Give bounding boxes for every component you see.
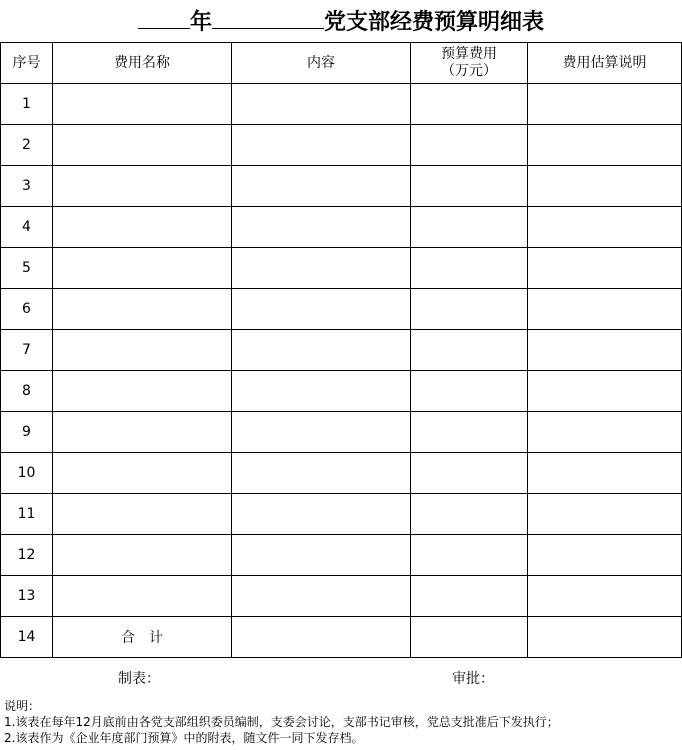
cell-name[interactable] <box>53 166 232 207</box>
cell-content[interactable] <box>232 125 411 166</box>
cell-note[interactable] <box>528 330 682 371</box>
total-label-text: 合计 <box>121 630 177 646</box>
cell-note[interactable] <box>528 576 682 617</box>
cell-name[interactable] <box>53 330 232 371</box>
header-name: 费用名称 <box>53 43 232 84</box>
cell-name[interactable] <box>53 84 232 125</box>
header-budget <box>411 43 528 84</box>
cell-name[interactable] <box>53 494 232 535</box>
cell-name[interactable] <box>53 412 232 453</box>
header-note: 费用估算说明 <box>528 43 682 84</box>
header-budget-line1: 预算费用 <box>441 46 497 62</box>
cell-content[interactable] <box>232 453 411 494</box>
table-row <box>1 289 682 330</box>
table-row <box>1 166 682 207</box>
cell-budget[interactable] <box>411 371 528 412</box>
cell-budget[interactable] <box>411 207 528 248</box>
cell-content[interactable] <box>232 84 411 125</box>
cell-budget[interactable] <box>411 535 528 576</box>
cell-content[interactable] <box>232 371 411 412</box>
title-main: 党支部经费预算明细表 <box>324 9 545 35</box>
row-index: 6 <box>1 289 53 330</box>
cell-note[interactable] <box>528 617 682 658</box>
document-title <box>0 6 682 38</box>
cell-name[interactable] <box>53 371 232 412</box>
table-header-row <box>1 43 682 84</box>
cell-budget[interactable] <box>411 166 528 207</box>
cell-budget[interactable] <box>411 248 528 289</box>
cell-budget[interactable] <box>411 576 528 617</box>
cell-content[interactable] <box>232 207 411 248</box>
total-label <box>53 617 232 658</box>
row-index: 13 <box>1 576 53 617</box>
cell-content[interactable] <box>232 617 411 658</box>
table-row <box>1 330 682 371</box>
row-index: 11 <box>1 494 53 535</box>
table-row <box>1 125 682 166</box>
cell-content[interactable] <box>232 330 411 371</box>
cell-content[interactable] <box>232 535 411 576</box>
cell-content[interactable] <box>232 166 411 207</box>
note-item: 2.该表作为《企业年度部门预算》中的附表，随文件一同下发存档。 <box>4 731 364 745</box>
row-index: 3 <box>1 166 53 207</box>
cell-name[interactable] <box>53 453 232 494</box>
cell-name[interactable] <box>53 207 232 248</box>
cell-content[interactable] <box>232 576 411 617</box>
row-index: 7 <box>1 330 53 371</box>
table-row <box>1 576 682 617</box>
table-row <box>1 494 682 535</box>
cell-note[interactable] <box>528 207 682 248</box>
row-index: 1 <box>1 84 53 125</box>
table-row <box>1 412 682 453</box>
cell-note[interactable] <box>528 84 682 125</box>
row-index: 9 <box>1 412 53 453</box>
cell-note[interactable] <box>528 412 682 453</box>
table-row <box>1 535 682 576</box>
cell-name[interactable] <box>53 289 232 330</box>
table-row <box>1 453 682 494</box>
cell-note[interactable] <box>528 453 682 494</box>
approver-label: 审批： <box>452 671 494 687</box>
total-row <box>1 617 682 658</box>
cell-note[interactable] <box>528 125 682 166</box>
budget-table <box>0 42 682 658</box>
row-index: 2 <box>1 125 53 166</box>
cell-name[interactable] <box>53 576 232 617</box>
cell-note[interactable] <box>528 248 682 289</box>
maker-label: 制表： <box>118 671 160 687</box>
cell-budget[interactable] <box>411 125 528 166</box>
table-row <box>1 84 682 125</box>
cell-content[interactable] <box>232 289 411 330</box>
year-suffix: 年 <box>189 9 212 35</box>
table-row <box>1 248 682 289</box>
branch-blank <box>212 6 324 29</box>
cell-note[interactable] <box>528 289 682 330</box>
cell-budget[interactable] <box>411 617 528 658</box>
cell-budget[interactable] <box>411 84 528 125</box>
cell-content[interactable] <box>232 412 411 453</box>
header-content: 内容 <box>232 43 411 84</box>
notes-heading: 说明： <box>4 699 41 713</box>
cell-budget[interactable] <box>411 494 528 535</box>
cell-content[interactable] <box>232 248 411 289</box>
row-index: 4 <box>1 207 53 248</box>
cell-name[interactable] <box>53 248 232 289</box>
cell-budget[interactable] <box>411 453 528 494</box>
row-index: 10 <box>1 453 53 494</box>
cell-note[interactable] <box>528 494 682 535</box>
note-item: 1.该表在每年12月底前由各党支部组织委员编制，支委会讨论，支部书记审核，党总支批准后下发执行； <box>4 715 559 729</box>
year-blank <box>138 6 190 29</box>
table-row <box>1 371 682 412</box>
row-index: 12 <box>1 535 53 576</box>
cell-note[interactable] <box>528 166 682 207</box>
cell-name[interactable] <box>53 535 232 576</box>
header-budget-line2: （万元） <box>441 63 497 79</box>
cell-budget[interactable] <box>411 330 528 371</box>
cell-budget[interactable] <box>411 412 528 453</box>
row-index: 8 <box>1 371 53 412</box>
table-row <box>1 207 682 248</box>
cell-note[interactable] <box>528 535 682 576</box>
cell-note[interactable] <box>528 371 682 412</box>
cell-name[interactable] <box>53 125 232 166</box>
cell-content[interactable] <box>232 494 411 535</box>
notes-section <box>4 698 559 746</box>
cell-budget[interactable] <box>411 289 528 330</box>
header-index: 序号 <box>1 43 53 84</box>
row-index: 5 <box>1 248 53 289</box>
total-row-index: 14 <box>1 617 53 658</box>
